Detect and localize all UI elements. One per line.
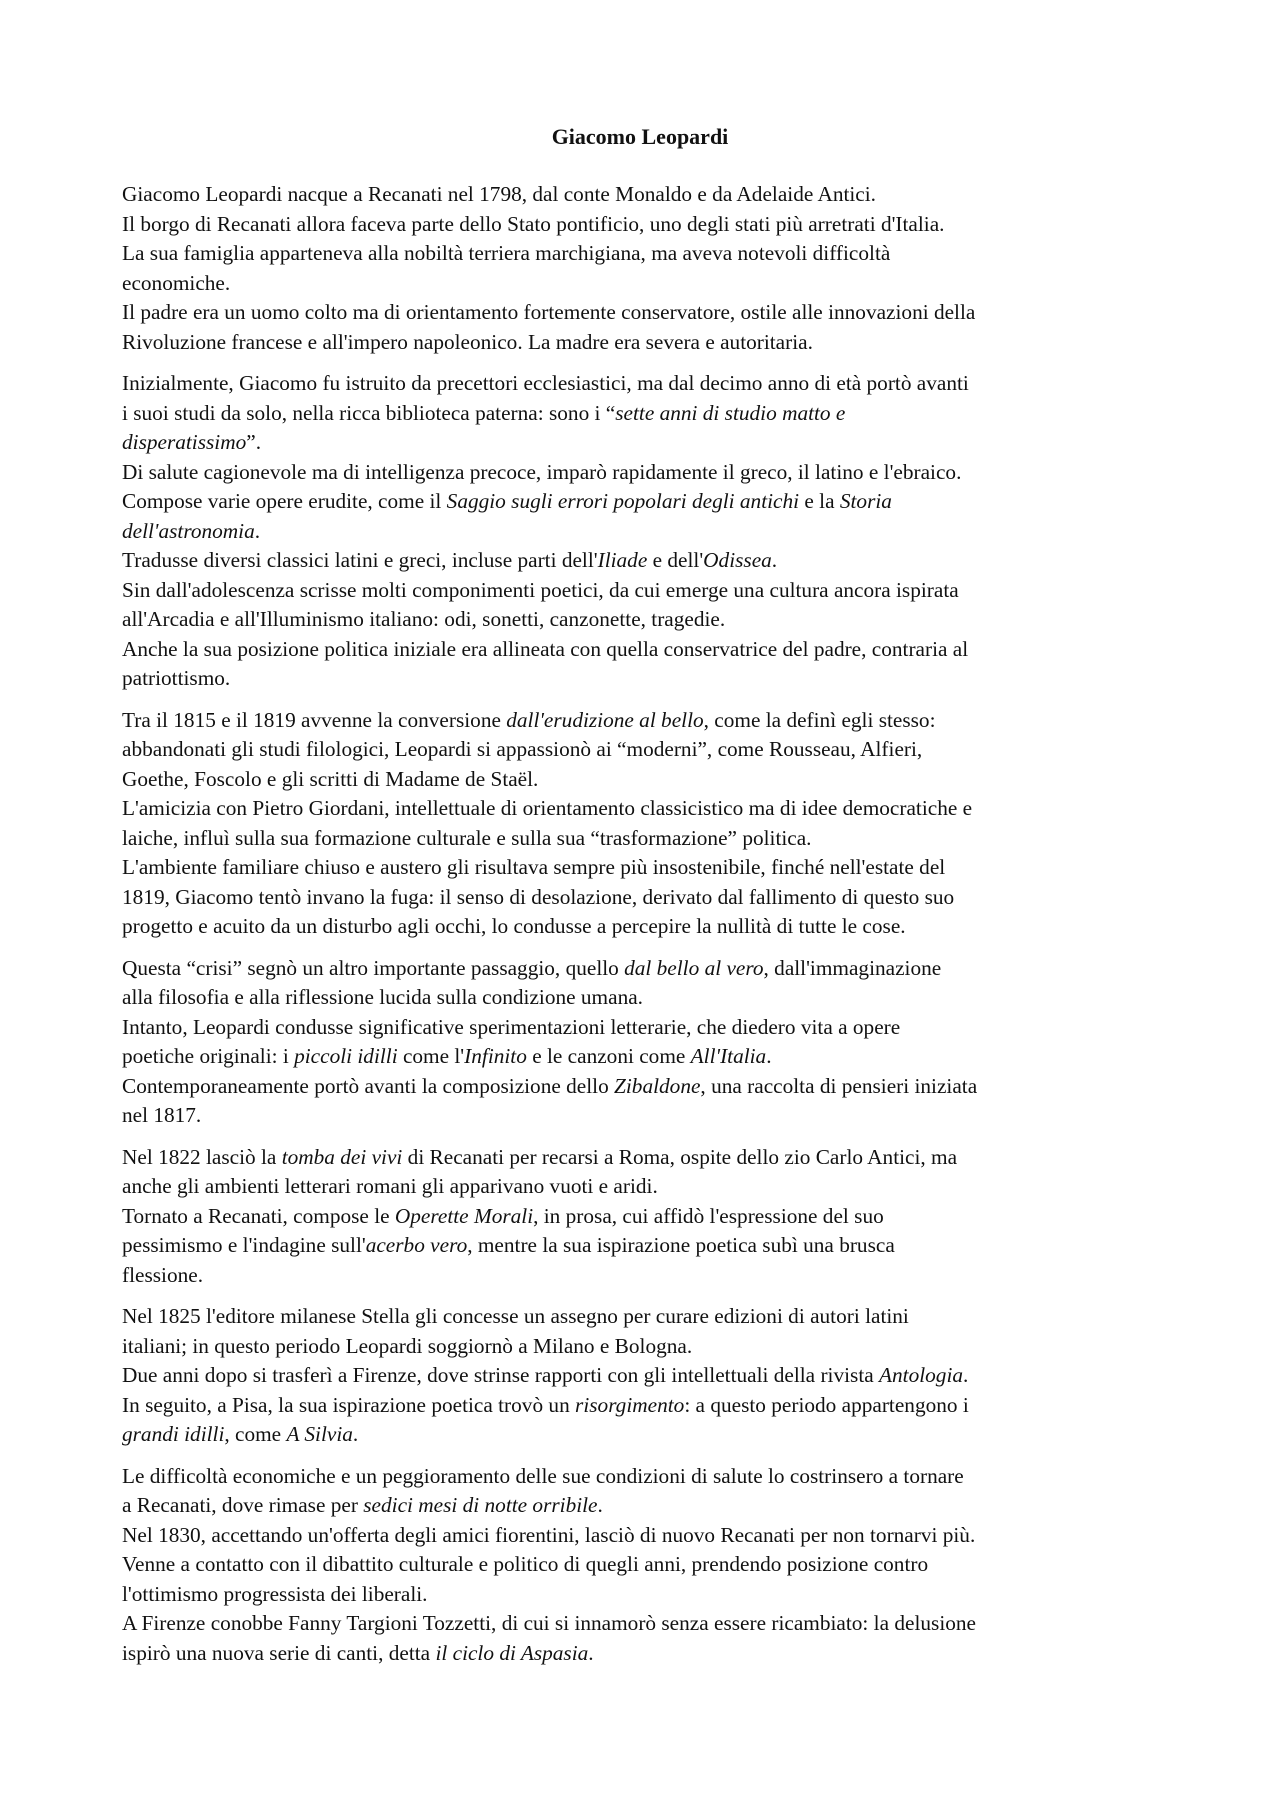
text-segment: Tornato a Recanati, compose le — [122, 1203, 395, 1228]
text-line — [122, 853, 1172, 883]
text-line — [122, 1639, 1172, 1669]
italic-text: Operette Morali — [394, 1203, 534, 1228]
text-segment: progetto e acuito da un disturbo agli occhi, lo condusse a percepire la nullità di tutte le cose. — [122, 914, 906, 938]
italic-text: risorgimento — [575, 1392, 685, 1417]
text-segment: . — [254, 518, 261, 543]
text-segment: Inizialmente, Giacomo fu istruito da precettori ecclesiastici, ma dal decimo anno di età portò avanti — [122, 371, 969, 395]
text-segment: Sin dall'adolescenza scrisse molti componimenti poetici, da cui emerge una cultura ancora ispirata — [122, 577, 959, 602]
text-line — [122, 1361, 1172, 1391]
text-segment: e le canzoni come — [526, 1044, 691, 1068]
text-segment: . — [963, 1363, 969, 1387]
text-line — [122, 239, 1172, 269]
text-line — [122, 1042, 1172, 1072]
text-segment: Compose varie opere erudite, come il — [122, 489, 447, 513]
text-line — [122, 765, 1172, 795]
text-line — [122, 1013, 1172, 1043]
text-line — [122, 1420, 1172, 1450]
text-segment: nel 1817. — [122, 1103, 202, 1127]
text-segment: laiche, influì sulla sua formazione culturale e sulla sua “trasformazione” politica. — [122, 825, 812, 850]
text-segment: patriottismo. — [122, 666, 231, 690]
paragraph — [122, 954, 1172, 1131]
italic-text: Saggio sugli errori popolari degli antichi — [446, 489, 800, 513]
text-segment: A Firenze conobbe Fanny Targioni Tozzetti, di cui si innamorò senza essere ricambiato: la delusione — [122, 1611, 976, 1635]
text-segment: Nel 1830, accettando un'offerta degli amici fiorentini, lasciò di nuovo Recanati per non tornarvi più. — [122, 1522, 976, 1547]
text-segment: alla filosofia e alla riflessione lucida sulla condizione umana. — [122, 985, 643, 1009]
text-line — [122, 983, 1172, 1013]
italic-text: A Silvia — [286, 1422, 353, 1446]
text-segment: L'amicizia con Pietro Giordani, intellettuale di orientamento classicistico ma di idee democratiche e — [122, 796, 973, 820]
text-line — [122, 664, 1172, 694]
text-line — [122, 735, 1172, 765]
text-segment: , in prosa, cui affidò l'espressione del suo — [533, 1203, 884, 1228]
text-segment: 1819, Giacomo tentò invano la fuga: il senso di desolazione, derivato dal fallimento di questo suo — [122, 884, 955, 909]
text-segment: Due anni dopo si trasferì a Firenze, dove strinse rapporti con gli intellettuali della rivista — [122, 1363, 880, 1387]
italic-text: dell'astronomia — [122, 518, 255, 543]
italic-text: sette anni di studio matto e — [615, 400, 846, 425]
text-line — [122, 1580, 1172, 1610]
text-segment: italiani; in questo periodo Leopardi soggiornò a Milano e Bologna. — [122, 1333, 693, 1358]
text-line — [122, 458, 1172, 488]
text-segment: . — [588, 1640, 594, 1665]
text-line — [122, 546, 1172, 576]
text-segment: Questa “crisi” segnò un altro importante passaggio, quello — [122, 955, 625, 980]
text-line — [122, 1332, 1172, 1362]
italic-text: tomba dei vivi — [281, 1144, 403, 1169]
text-line — [122, 1609, 1172, 1639]
text-line — [122, 912, 1172, 942]
text-segment: Goethe, Foscolo e gli scritti di Madame de Staël. — [122, 766, 539, 791]
text-segment: . — [766, 1044, 772, 1068]
text-segment: flessione. — [122, 1262, 204, 1287]
text-segment: come l' — [397, 1044, 465, 1068]
italic-text: Iliade — [597, 548, 648, 572]
text-line — [122, 794, 1172, 824]
italic-text: disperatissimo — [122, 430, 247, 454]
text-segment: e la — [799, 489, 840, 513]
italic-text: dall'erudizione al bello — [506, 707, 704, 732]
text-line — [122, 180, 1172, 210]
text-segment: Contemporaneamente portò avanti la composizione dello — [122, 1073, 615, 1098]
paragraph — [122, 180, 1172, 357]
text-line — [122, 428, 1172, 458]
italic-text: dal bello al vero — [624, 955, 764, 980]
text-line — [122, 369, 1172, 399]
text-segment: pessimismo e l'indagine sull' — [122, 1233, 366, 1257]
text-line — [122, 883, 1172, 913]
text-line — [122, 576, 1172, 606]
text-segment: Il padre era un uomo colto ma di orientamento fortemente conservatore, ostile alle innovazioni della — [122, 300, 976, 324]
text-line — [122, 298, 1172, 328]
text-segment: ”. — [246, 430, 262, 454]
italic-text: All'Italia — [690, 1044, 767, 1068]
text-segment: : a questo periodo appartengono i — [684, 1392, 969, 1417]
text-segment: Di salute cagionevole ma di intelligenza precoce, imparò rapidamente il greco, il latino e l'ebraico. — [122, 459, 962, 484]
text-line — [122, 706, 1172, 736]
text-segment: poetiche originali: i — [122, 1044, 295, 1068]
text-segment: Tradusse diversi classici latini e greci, incluse parti dell' — [122, 548, 598, 572]
italic-text: Zibaldone — [614, 1073, 701, 1098]
text-line — [122, 1172, 1172, 1202]
text-line — [122, 517, 1172, 547]
document-body — [122, 180, 1172, 1680]
text-line — [122, 1462, 1172, 1492]
paragraph — [122, 1462, 1172, 1669]
text-segment: , come la definì egli stesso: — [703, 707, 936, 732]
text-line — [122, 1521, 1172, 1551]
italic-text: Storia — [839, 489, 892, 513]
text-line — [122, 1491, 1172, 1521]
text-line — [122, 269, 1172, 299]
text-segment: Tra il 1815 e il 1819 avvenne la conversione — [122, 707, 507, 732]
text-segment: Giacomo Leopardi nacque a Recanati nel 1798, dal conte Monaldo e da Adelaide Antici. — [122, 182, 877, 206]
text-segment: In seguito, a Pisa, la sua ispirazione poetica trovò un — [122, 1392, 576, 1417]
text-line — [122, 487, 1172, 517]
text-line — [122, 1261, 1172, 1291]
italic-text: il ciclo di Aspasia — [435, 1640, 589, 1665]
text-line — [122, 328, 1172, 358]
text-segment: . — [771, 548, 778, 572]
text-segment: abbandonati gli studi filologici, Leopardi si appassionò ai “moderni”, come Rousseau, Alfieri, — [122, 737, 923, 761]
text-line — [122, 399, 1172, 429]
text-segment: Nel 1822 lasciò la — [122, 1144, 282, 1169]
text-line — [122, 954, 1172, 984]
text-segment: , dall'immaginazione — [763, 955, 942, 980]
text-line — [122, 210, 1172, 240]
text-segment: Rivoluzione francese e all'impero napoleonico. La madre era severa e autoritaria. — [122, 329, 813, 354]
italic-text: acerbo vero — [365, 1233, 468, 1257]
italic-text: grandi idilli — [122, 1422, 225, 1446]
text-line — [122, 824, 1172, 854]
text-line — [122, 1302, 1172, 1332]
text-line — [122, 635, 1172, 665]
paragraph — [122, 369, 1172, 694]
text-line — [122, 605, 1172, 635]
paragraph — [122, 1143, 1172, 1291]
paragraph — [122, 1302, 1172, 1450]
text-segment: Le difficoltà economiche e un peggioramento delle sue condizioni di salute lo costrinsero a tornare — [122, 1463, 964, 1488]
italic-text: piccoli idilli — [294, 1044, 398, 1068]
text-segment: . — [597, 1493, 603, 1517]
text-line — [122, 1231, 1172, 1261]
text-segment: e dell' — [647, 548, 704, 572]
text-segment: , come — [224, 1422, 287, 1446]
text-segment: Il borgo di Recanati allora faceva parte dello Stato pontificio, uno degli stati più arretrati d'Italia. — [122, 211, 945, 236]
text-line — [122, 1391, 1172, 1421]
text-segment: anche gli ambienti letterari romani gli apparivano vuoti e aridi. — [122, 1174, 658, 1198]
text-line — [122, 1550, 1172, 1580]
text-segment: economiche. — [122, 270, 231, 295]
text-line — [122, 1202, 1172, 1232]
text-segment: all'Arcadia e all'Illuminismo italiano: odi, sonetti, canzonette, tragedie. — [122, 607, 726, 631]
text-segment: La sua famiglia apparteneva alla nobiltà terriera marchigiana, ma aveva notevoli difficoltà — [122, 241, 891, 265]
text-segment: i suoi studi da solo, nella ricca biblioteca paterna: sono i “ — [122, 400, 616, 425]
italic-text: Antologia — [879, 1363, 964, 1387]
text-segment: di Recanati per recarsi a Roma, ospite dello zio Carlo Antici, ma — [402, 1144, 958, 1169]
text-segment: Anche la sua posizione politica iniziale era allineata con quella conservatrice del padre, contraria al — [122, 636, 969, 661]
text-segment: Nel 1825 l'editore milanese Stella gli concesse un assegno per curare edizioni di autori latini — [122, 1304, 909, 1328]
text-segment: ispirò una nuova serie di canti, detta — [122, 1640, 436, 1665]
text-segment: a Recanati, dove rimase per — [122, 1493, 364, 1517]
text-segment: L'ambiente familiare chiuso e austero gli risultava sempre più insostenibile, finché nell'estate del — [122, 855, 946, 879]
text-line — [122, 1101, 1172, 1131]
italic-text: sedici mesi di notte orribile — [363, 1493, 598, 1517]
page-title: Giacomo Leopardi — [551, 124, 729, 149]
text-segment: Intanto, Leopardi condusse significative sperimentazioni letterarie, che diedero vita a opere — [122, 1014, 901, 1039]
italic-text: Odissea — [703, 548, 772, 572]
text-segment: Venne a contatto con il dibattito culturale e politico di quegli anni, prendendo posizione contro — [122, 1552, 929, 1576]
italic-text: Infinito — [464, 1044, 527, 1068]
text-segment: l'ottimismo progressista dei liberali. — [122, 1581, 428, 1606]
text-segment: , mentre la sua ispirazione poetica subì una brusca — [467, 1233, 895, 1257]
text-segment: , una raccolta di pensieri iniziata — [700, 1073, 978, 1098]
paragraph — [122, 706, 1172, 942]
text-segment: . — [352, 1422, 359, 1446]
text-line — [122, 1072, 1172, 1102]
text-line — [122, 1143, 1172, 1173]
